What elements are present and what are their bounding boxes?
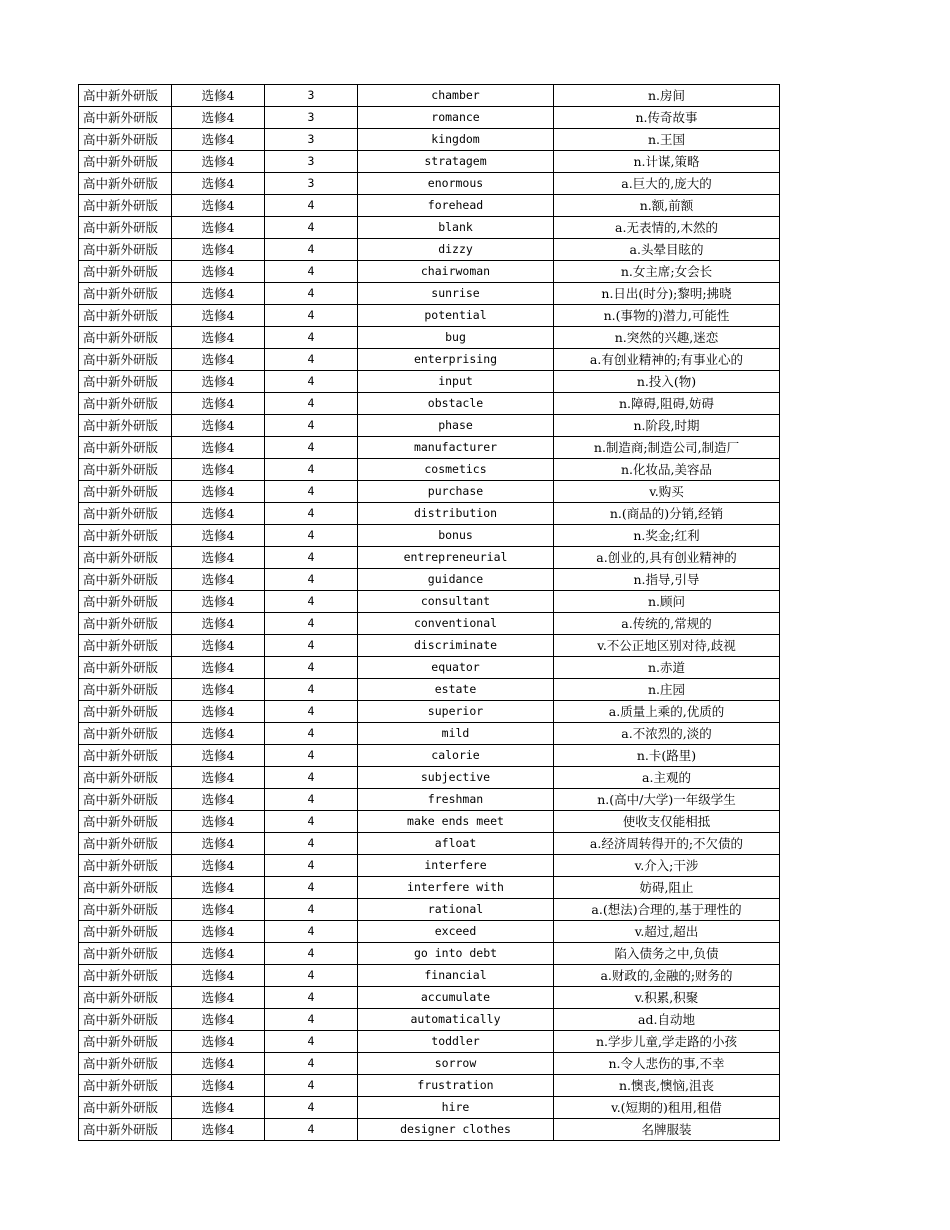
- unit-cell: 4: [265, 921, 358, 943]
- unit-cell: 4: [265, 811, 358, 833]
- volume-cell: 选修4: [172, 107, 265, 129]
- textbook-edition-cell: 高中新外研版: [79, 679, 172, 701]
- table-row: [79, 811, 780, 833]
- volume-cell: 选修4: [172, 767, 265, 789]
- textbook-edition-cell: 高中新外研版: [79, 371, 172, 393]
- word-cell: enterprising: [358, 349, 554, 371]
- meaning-cell: 名牌服装: [554, 1119, 780, 1141]
- word-cell: distribution: [358, 503, 554, 525]
- word-cell: entrepreneurial: [358, 547, 554, 569]
- unit-cell: 4: [265, 987, 358, 1009]
- unit-cell: 4: [265, 481, 358, 503]
- volume-cell: 选修4: [172, 217, 265, 239]
- word-cell: estate: [358, 679, 554, 701]
- volume-cell: 选修4: [172, 591, 265, 613]
- table-row: [79, 877, 780, 899]
- word-cell: bonus: [358, 525, 554, 547]
- meaning-cell: a.巨大的,庞大的: [554, 173, 780, 195]
- meaning-cell: n.学步儿童,学走路的小孩: [554, 1031, 780, 1053]
- table-row: [79, 591, 780, 613]
- word-cell: financial: [358, 965, 554, 987]
- word-cell: forehead: [358, 195, 554, 217]
- word-cell: discriminate: [358, 635, 554, 657]
- unit-cell: 3: [265, 107, 358, 129]
- volume-cell: 选修4: [172, 371, 265, 393]
- unit-cell: 4: [265, 591, 358, 613]
- volume-cell: 选修4: [172, 503, 265, 525]
- unit-cell: 4: [265, 657, 358, 679]
- vocabulary-table: [78, 84, 780, 1141]
- table-row: [79, 679, 780, 701]
- meaning-cell: n.房间: [554, 85, 780, 107]
- textbook-edition-cell: 高中新外研版: [79, 855, 172, 877]
- meaning-cell: 陷入债务之中,负债: [554, 943, 780, 965]
- word-cell: phase: [358, 415, 554, 437]
- word-cell: calorie: [358, 745, 554, 767]
- unit-cell: 4: [265, 503, 358, 525]
- textbook-edition-cell: 高中新外研版: [79, 503, 172, 525]
- word-cell: sunrise: [358, 283, 554, 305]
- word-cell: chairwoman: [358, 261, 554, 283]
- meaning-cell: n.庄园: [554, 679, 780, 701]
- volume-cell: 选修4: [172, 327, 265, 349]
- volume-cell: 选修4: [172, 415, 265, 437]
- word-cell: manufacturer: [358, 437, 554, 459]
- meaning-cell: a.传统的,常规的: [554, 613, 780, 635]
- word-cell: afloat: [358, 833, 554, 855]
- unit-cell: 4: [265, 393, 358, 415]
- unit-cell: 4: [265, 701, 358, 723]
- unit-cell: 4: [265, 635, 358, 657]
- volume-cell: 选修4: [172, 283, 265, 305]
- unit-cell: 4: [265, 1119, 358, 1141]
- textbook-edition-cell: 高中新外研版: [79, 877, 172, 899]
- volume-cell: 选修4: [172, 679, 265, 701]
- textbook-edition-cell: 高中新外研版: [79, 481, 172, 503]
- textbook-edition-cell: 高中新外研版: [79, 327, 172, 349]
- word-cell: equator: [358, 657, 554, 679]
- meaning-cell: n.卡(路里): [554, 745, 780, 767]
- unit-cell: 4: [265, 679, 358, 701]
- unit-cell: 4: [265, 723, 358, 745]
- textbook-edition-cell: 高中新外研版: [79, 745, 172, 767]
- unit-cell: 4: [265, 855, 358, 877]
- volume-cell: 选修4: [172, 635, 265, 657]
- unit-cell: 4: [265, 745, 358, 767]
- table-row: [79, 833, 780, 855]
- textbook-edition-cell: 高中新外研版: [79, 1053, 172, 1075]
- textbook-edition-cell: 高中新外研版: [79, 1075, 172, 1097]
- table-row: [79, 1119, 780, 1141]
- textbook-edition-cell: 高中新外研版: [79, 789, 172, 811]
- textbook-edition-cell: 高中新外研版: [79, 657, 172, 679]
- word-cell: sorrow: [358, 1053, 554, 1075]
- textbook-edition-cell: 高中新外研版: [79, 195, 172, 217]
- textbook-edition-cell: 高中新外研版: [79, 899, 172, 921]
- word-cell: kingdom: [358, 129, 554, 151]
- word-cell: enormous: [358, 173, 554, 195]
- unit-cell: 4: [265, 415, 358, 437]
- word-cell: exceed: [358, 921, 554, 943]
- table-row: [79, 547, 780, 569]
- volume-cell: 选修4: [172, 899, 265, 921]
- unit-cell: 4: [265, 547, 358, 569]
- word-cell: bug: [358, 327, 554, 349]
- table-row: [79, 1031, 780, 1053]
- unit-cell: 4: [265, 789, 358, 811]
- textbook-edition-cell: 高中新外研版: [79, 459, 172, 481]
- volume-cell: 选修4: [172, 1075, 265, 1097]
- table-row: [79, 305, 780, 327]
- textbook-edition-cell: 高中新外研版: [79, 217, 172, 239]
- table-row: [79, 107, 780, 129]
- table-row: [79, 1097, 780, 1119]
- textbook-edition-cell: 高中新外研版: [79, 921, 172, 943]
- table-row: [79, 349, 780, 371]
- table-row: [79, 217, 780, 239]
- meaning-cell: n.突然的兴趣,迷恋: [554, 327, 780, 349]
- word-cell: make ends meet: [358, 811, 554, 833]
- word-cell: conventional: [358, 613, 554, 635]
- word-cell: consultant: [358, 591, 554, 613]
- table-row: [79, 613, 780, 635]
- word-cell: superior: [358, 701, 554, 723]
- unit-cell: 4: [265, 371, 358, 393]
- volume-cell: 选修4: [172, 129, 265, 151]
- meaning-cell: a.财政的,金融的;财务的: [554, 965, 780, 987]
- table-row: [79, 635, 780, 657]
- table-row: [79, 151, 780, 173]
- unit-cell: 4: [265, 261, 358, 283]
- meaning-cell: n.(商品的)分销,经销: [554, 503, 780, 525]
- textbook-edition-cell: 高中新外研版: [79, 129, 172, 151]
- word-cell: stratagem: [358, 151, 554, 173]
- table-row: [79, 855, 780, 877]
- volume-cell: 选修4: [172, 1097, 265, 1119]
- table-row: [79, 393, 780, 415]
- meaning-cell: n.计谋,策略: [554, 151, 780, 173]
- unit-cell: 4: [265, 437, 358, 459]
- word-cell: designer clothes: [358, 1119, 554, 1141]
- table-row: [79, 1075, 780, 1097]
- meaning-cell: n.制造商;制造公司,制造厂: [554, 437, 780, 459]
- word-cell: cosmetics: [358, 459, 554, 481]
- meaning-cell: v.(短期的)租用,租借: [554, 1097, 780, 1119]
- textbook-edition-cell: 高中新外研版: [79, 283, 172, 305]
- table-row: [79, 261, 780, 283]
- table-row: [79, 283, 780, 305]
- table-row: [79, 965, 780, 987]
- volume-cell: 选修4: [172, 921, 265, 943]
- table-row: [79, 327, 780, 349]
- word-cell: toddler: [358, 1031, 554, 1053]
- meaning-cell: n.(事物的)潜力,可能性: [554, 305, 780, 327]
- unit-cell: 4: [265, 1009, 358, 1031]
- word-cell: guidance: [358, 569, 554, 591]
- meaning-cell: n.日出(时分);黎明;拂晓: [554, 283, 780, 305]
- volume-cell: 选修4: [172, 833, 265, 855]
- volume-cell: 选修4: [172, 547, 265, 569]
- volume-cell: 选修4: [172, 85, 265, 107]
- volume-cell: 选修4: [172, 789, 265, 811]
- meaning-cell: ad.自动地: [554, 1009, 780, 1031]
- word-cell: subjective: [358, 767, 554, 789]
- table-row: [79, 503, 780, 525]
- volume-cell: 选修4: [172, 811, 265, 833]
- textbook-edition-cell: 高中新外研版: [79, 525, 172, 547]
- volume-cell: 选修4: [172, 151, 265, 173]
- meaning-cell: a.有创业精神的;有事业心的: [554, 349, 780, 371]
- volume-cell: 选修4: [172, 195, 265, 217]
- unit-cell: 4: [265, 349, 358, 371]
- meaning-cell: 使收支仅能相抵: [554, 811, 780, 833]
- textbook-edition-cell: 高中新外研版: [79, 1031, 172, 1053]
- textbook-edition-cell: 高中新外研版: [79, 85, 172, 107]
- unit-cell: 4: [265, 569, 358, 591]
- volume-cell: 选修4: [172, 459, 265, 481]
- volume-cell: 选修4: [172, 261, 265, 283]
- table-row: [79, 1053, 780, 1075]
- meaning-cell: n.奖金;红利: [554, 525, 780, 547]
- meaning-cell: a.无表情的,木然的: [554, 217, 780, 239]
- word-cell: rational: [358, 899, 554, 921]
- word-cell: obstacle: [358, 393, 554, 415]
- volume-cell: 选修4: [172, 239, 265, 261]
- unit-cell: 3: [265, 129, 358, 151]
- unit-cell: 3: [265, 173, 358, 195]
- volume-cell: 选修4: [172, 745, 265, 767]
- unit-cell: 4: [265, 767, 358, 789]
- textbook-edition-cell: 高中新外研版: [79, 833, 172, 855]
- textbook-edition-cell: 高中新外研版: [79, 613, 172, 635]
- meaning-cell: a.头晕目眩的: [554, 239, 780, 261]
- word-cell: romance: [358, 107, 554, 129]
- textbook-edition-cell: 高中新外研版: [79, 767, 172, 789]
- table-row: [79, 921, 780, 943]
- meaning-cell: n.赤道: [554, 657, 780, 679]
- table-row: [79, 195, 780, 217]
- meaning-cell: n.投入(物): [554, 371, 780, 393]
- volume-cell: 选修4: [172, 437, 265, 459]
- unit-cell: 4: [265, 943, 358, 965]
- unit-cell: 4: [265, 525, 358, 547]
- meaning-cell: n.令人悲伤的事,不幸: [554, 1053, 780, 1075]
- textbook-edition-cell: 高中新外研版: [79, 393, 172, 415]
- meaning-cell: a.主观的: [554, 767, 780, 789]
- table-row: [79, 701, 780, 723]
- textbook-edition-cell: 高中新外研版: [79, 437, 172, 459]
- textbook-edition-cell: 高中新外研版: [79, 415, 172, 437]
- vocabulary-table-body: [79, 85, 780, 1141]
- textbook-edition-cell: 高中新外研版: [79, 569, 172, 591]
- table-row: [79, 85, 780, 107]
- table-row: [79, 1009, 780, 1031]
- word-cell: interfere with: [358, 877, 554, 899]
- table-row: [79, 767, 780, 789]
- table-row: [79, 459, 780, 481]
- word-cell: go into debt: [358, 943, 554, 965]
- word-cell: mild: [358, 723, 554, 745]
- volume-cell: 选修4: [172, 987, 265, 1009]
- textbook-edition-cell: 高中新外研版: [79, 987, 172, 1009]
- table-row: [79, 987, 780, 1009]
- table-row: [79, 789, 780, 811]
- table-row: [79, 239, 780, 261]
- meaning-cell: n.顾问: [554, 591, 780, 613]
- unit-cell: 4: [265, 1097, 358, 1119]
- meaning-cell: n.王国: [554, 129, 780, 151]
- textbook-edition-cell: 高中新外研版: [79, 635, 172, 657]
- meaning-cell: a.不浓烈的,淡的: [554, 723, 780, 745]
- meaning-cell: 妨碍,阻止: [554, 877, 780, 899]
- word-cell: purchase: [358, 481, 554, 503]
- unit-cell: 4: [265, 195, 358, 217]
- table-row: [79, 129, 780, 151]
- meaning-cell: v.超过,超出: [554, 921, 780, 943]
- table-row: [79, 657, 780, 679]
- word-cell: dizzy: [358, 239, 554, 261]
- volume-cell: 选修4: [172, 657, 265, 679]
- volume-cell: 选修4: [172, 723, 265, 745]
- word-cell: frustration: [358, 1075, 554, 1097]
- textbook-edition-cell: 高中新外研版: [79, 1009, 172, 1031]
- unit-cell: 4: [265, 833, 358, 855]
- unit-cell: 3: [265, 151, 358, 173]
- table-row: [79, 173, 780, 195]
- volume-cell: 选修4: [172, 173, 265, 195]
- word-cell: hire: [358, 1097, 554, 1119]
- table-row: [79, 943, 780, 965]
- table-row: [79, 723, 780, 745]
- table-row: [79, 415, 780, 437]
- meaning-cell: n.传奇故事: [554, 107, 780, 129]
- unit-cell: 3: [265, 85, 358, 107]
- word-cell: freshman: [358, 789, 554, 811]
- meaning-cell: v.积累,积聚: [554, 987, 780, 1009]
- table-row: [79, 525, 780, 547]
- meaning-cell: v.购买: [554, 481, 780, 503]
- word-cell: accumulate: [358, 987, 554, 1009]
- meaning-cell: n.阶段,时期: [554, 415, 780, 437]
- volume-cell: 选修4: [172, 481, 265, 503]
- table-row: [79, 371, 780, 393]
- volume-cell: 选修4: [172, 943, 265, 965]
- unit-cell: 4: [265, 459, 358, 481]
- meaning-cell: a.(想法)合理的,基于理性的: [554, 899, 780, 921]
- textbook-edition-cell: 高中新外研版: [79, 965, 172, 987]
- table-row: [79, 745, 780, 767]
- table-row: [79, 569, 780, 591]
- volume-cell: 选修4: [172, 569, 265, 591]
- volume-cell: 选修4: [172, 1119, 265, 1141]
- textbook-edition-cell: 高中新外研版: [79, 547, 172, 569]
- meaning-cell: a.质量上乘的,优质的: [554, 701, 780, 723]
- textbook-edition-cell: 高中新外研版: [79, 151, 172, 173]
- unit-cell: 4: [265, 327, 358, 349]
- volume-cell: 选修4: [172, 701, 265, 723]
- meaning-cell: n.女主席;女会长: [554, 261, 780, 283]
- table-row: [79, 437, 780, 459]
- meaning-cell: n.化妆品,美容品: [554, 459, 780, 481]
- textbook-edition-cell: 高中新外研版: [79, 591, 172, 613]
- volume-cell: 选修4: [172, 613, 265, 635]
- textbook-edition-cell: 高中新外研版: [79, 107, 172, 129]
- textbook-edition-cell: 高中新外研版: [79, 349, 172, 371]
- meaning-cell: n.额,前额: [554, 195, 780, 217]
- volume-cell: 选修4: [172, 1053, 265, 1075]
- unit-cell: 4: [265, 1053, 358, 1075]
- meaning-cell: v.介入;干涉: [554, 855, 780, 877]
- volume-cell: 选修4: [172, 1031, 265, 1053]
- unit-cell: 4: [265, 305, 358, 327]
- textbook-edition-cell: 高中新外研版: [79, 239, 172, 261]
- volume-cell: 选修4: [172, 855, 265, 877]
- volume-cell: 选修4: [172, 393, 265, 415]
- textbook-edition-cell: 高中新外研版: [79, 261, 172, 283]
- unit-cell: 4: [265, 283, 358, 305]
- volume-cell: 选修4: [172, 877, 265, 899]
- meaning-cell: n.障碍,阻碍,妨碍: [554, 393, 780, 415]
- volume-cell: 选修4: [172, 305, 265, 327]
- word-cell: blank: [358, 217, 554, 239]
- unit-cell: 4: [265, 239, 358, 261]
- textbook-edition-cell: 高中新外研版: [79, 723, 172, 745]
- table-row: [79, 481, 780, 503]
- textbook-edition-cell: 高中新外研版: [79, 173, 172, 195]
- textbook-edition-cell: 高中新外研版: [79, 811, 172, 833]
- word-cell: input: [358, 371, 554, 393]
- volume-cell: 选修4: [172, 349, 265, 371]
- meaning-cell: n.懊丧,懊恼,沮丧: [554, 1075, 780, 1097]
- volume-cell: 选修4: [172, 965, 265, 987]
- word-cell: chamber: [358, 85, 554, 107]
- table-row: [79, 899, 780, 921]
- meaning-cell: n.(高中/大学)一年级学生: [554, 789, 780, 811]
- textbook-edition-cell: 高中新外研版: [79, 943, 172, 965]
- unit-cell: 4: [265, 613, 358, 635]
- word-cell: interfere: [358, 855, 554, 877]
- unit-cell: 4: [265, 877, 358, 899]
- meaning-cell: a.创业的,具有创业精神的: [554, 547, 780, 569]
- textbook-edition-cell: 高中新外研版: [79, 1119, 172, 1141]
- unit-cell: 4: [265, 1075, 358, 1097]
- unit-cell: 4: [265, 217, 358, 239]
- meaning-cell: n.指导,引导: [554, 569, 780, 591]
- meaning-cell: v.不公正地区别对待,歧视: [554, 635, 780, 657]
- unit-cell: 4: [265, 899, 358, 921]
- unit-cell: 4: [265, 965, 358, 987]
- textbook-edition-cell: 高中新外研版: [79, 701, 172, 723]
- volume-cell: 选修4: [172, 1009, 265, 1031]
- volume-cell: 选修4: [172, 525, 265, 547]
- unit-cell: 4: [265, 1031, 358, 1053]
- meaning-cell: a.经济周转得开的;不欠债的: [554, 833, 780, 855]
- textbook-edition-cell: 高中新外研版: [79, 1097, 172, 1119]
- textbook-edition-cell: 高中新外研版: [79, 305, 172, 327]
- word-cell: potential: [358, 305, 554, 327]
- word-cell: automatically: [358, 1009, 554, 1031]
